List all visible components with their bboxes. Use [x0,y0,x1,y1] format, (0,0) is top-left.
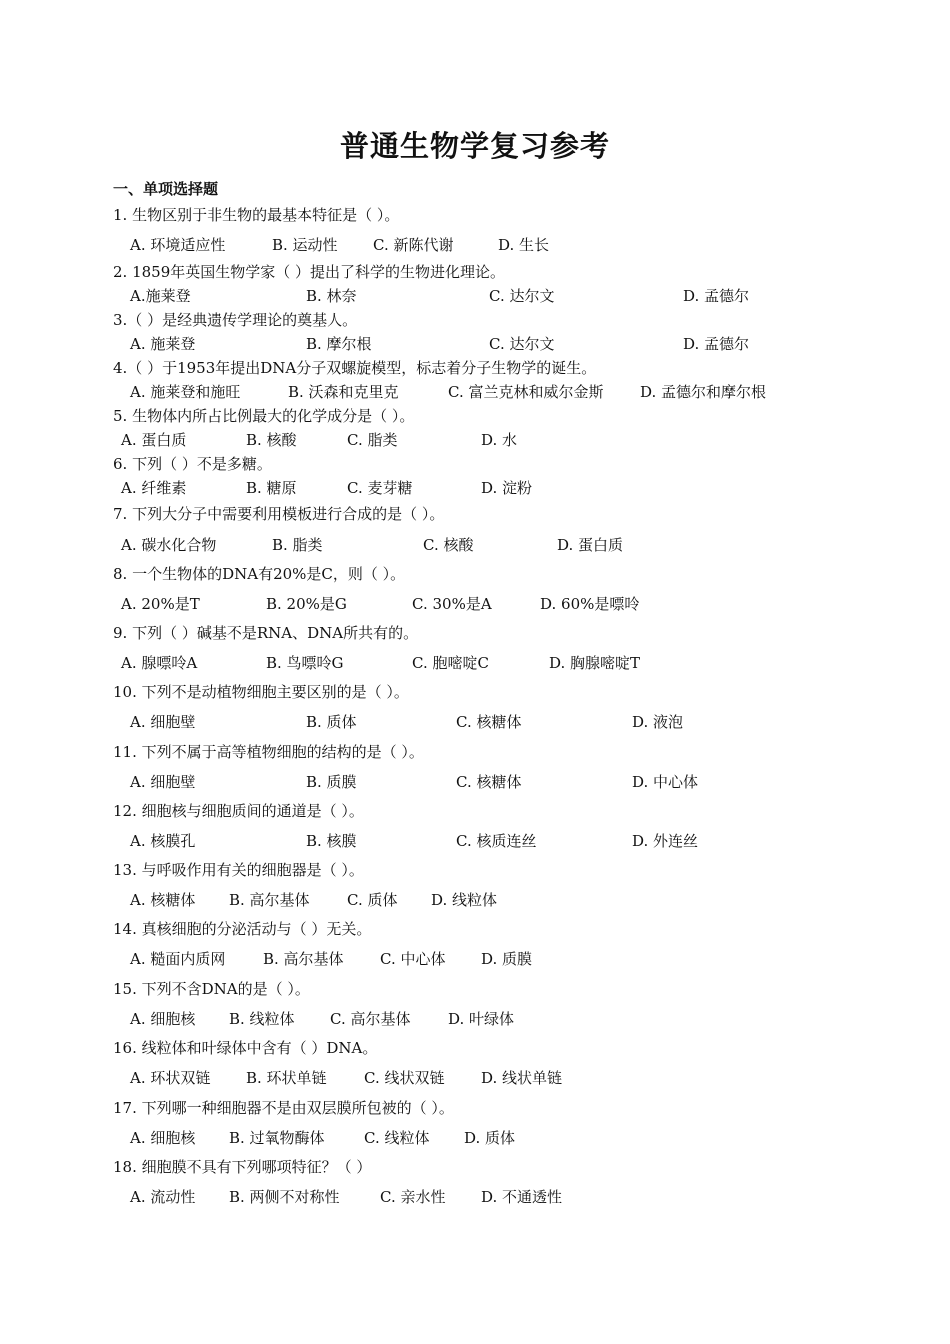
question-3-text: 3.（ ）是经典遗传学理论的奠基人。 [113,311,358,329]
question-6-option-d: D. 淀粉 [481,479,533,497]
question-2-option-d: D. 孟德尔 [683,287,750,305]
question-13-option-b: B. 高尔基体 [229,891,310,909]
question-2-option-c: C. 达尔文 [489,287,555,305]
question-15-text: 15. 下列不含DNA的是（ ）。 [113,980,310,998]
question-7-option-a: A. 碳水化合物 [121,536,217,554]
question-10-option-b: B. 质体 [306,713,357,731]
question-14-option-c: C. 中心体 [380,950,446,968]
question-10-option-c: C. 核糖体 [456,713,522,731]
question-7-option-c: C. 核酸 [423,536,474,554]
question-9-option-b: B. 鸟嘌呤G [266,654,344,672]
question-4-option-a: A. 施莱登和施旺 [130,383,241,401]
question-13-option-c: C. 质体 [347,891,398,909]
question-9-option-d: D. 胸腺嘧啶T [549,654,641,672]
question-2-text: 2. 1859年英国生物学家（ ）提出了科学的生物进化理论。 [113,263,506,281]
document-title: 普通生物学复习参考 [339,129,610,163]
question-1-option-b: B. 运动性 [272,236,338,254]
question-4-text: 4.（ ）于1953年提出DNA分子双螺旋模型，标志着分子生物学的诞生。 [113,359,597,377]
question-6-option-c: C. 麦芽糖 [347,479,413,497]
question-9-text: 9. 下列（ ）碱基不是RNA、DNA所共有的。 [113,624,419,642]
question-7-option-b: B. 脂类 [272,536,323,554]
question-5-option-b: B. 核酸 [246,431,297,449]
question-14-option-d: D. 质膜 [481,950,533,968]
question-3-option-d: D. 孟德尔 [683,335,750,353]
question-5-option-d: D. 水 [481,431,518,449]
question-6-option-b: B. 糖原 [246,479,297,497]
question-18-text: 18. 细胞膜不具有下列哪项特征？（ ） [113,1158,372,1176]
question-14-text: 14. 真核细胞的分泌活动与（ ）无关。 [113,920,372,938]
question-11-option-c: C. 核糖体 [456,773,522,791]
question-14-option-b: B. 高尔基体 [263,950,344,968]
question-3-option-a: A. 施莱登 [130,335,196,353]
question-13-option-a: A. 核糖体 [130,891,196,909]
question-4-option-c: C. 富兰克林和威尔金斯 [448,383,604,401]
question-10-option-d: D. 液泡 [632,713,684,731]
question-18-option-c: C. 亲水性 [380,1188,446,1206]
question-5-text: 5. 生物体内所占比例最大的化学成分是（ ）。 [113,407,415,425]
question-11-option-d: D. 中心体 [632,773,699,791]
question-17-option-d: D. 质体 [464,1129,516,1147]
question-6-option-a: A. 纤维素 [121,479,187,497]
question-1-text: 1. 生物区别于非生物的最基本特征是（ ）。 [113,206,400,224]
question-18-option-d: D. 不通透性 [481,1188,563,1206]
question-7-text: 7. 下列大分子中需要利用模板进行合成的是（ ）。 [113,505,445,523]
question-16-option-c: C. 线状双链 [364,1069,445,1087]
question-12-option-b: B. 核膜 [306,832,357,850]
question-13-text: 13. 与呼吸作用有关的细胞器是（ ）。 [113,861,364,879]
question-17-option-c: C. 线粒体 [364,1129,430,1147]
question-17-option-a: A. 细胞核 [130,1129,196,1147]
question-10-option-a: A. 细胞壁 [130,713,196,731]
question-4-option-b: B. 沃森和克里克 [288,383,399,401]
question-16-option-d: D. 线状单链 [481,1069,563,1087]
question-5-option-c: C. 脂类 [347,431,398,449]
question-15-option-b: B. 线粒体 [229,1010,295,1028]
question-16-text: 16. 线粒体和叶绿体中含有（ ）DNA。 [113,1039,378,1057]
question-1-option-c: C. 新陈代谢 [373,236,454,254]
question-8-text: 8. 一个生物体的DNA有20%是C，则（ ）。 [113,565,406,583]
question-17-option-b: B. 过氧物酶体 [229,1129,325,1147]
question-15-option-c: C. 高尔基体 [330,1010,411,1028]
question-8-option-a: A. 20%是T [121,595,200,613]
question-12-option-a: A. 核膜孔 [130,832,196,850]
question-4-option-d: D. 孟德尔和摩尔根 [640,383,767,401]
question-9-option-a: A. 腺嘌呤A [121,654,198,672]
question-1-option-d: D. 生长 [498,236,550,254]
question-13-option-d: D. 线粒体 [431,891,498,909]
question-16-option-a: A. 环状双链 [130,1069,211,1087]
question-3-option-b: B. 摩尔根 [306,335,372,353]
question-5-option-a: A. 蛋白质 [121,431,187,449]
question-12-option-d: D. 外连丝 [632,832,699,850]
question-18-option-a: A. 流动性 [130,1188,196,1206]
question-9-option-c: C. 胞嘧啶C [412,654,489,672]
question-2-option-b: B. 林奈 [306,287,357,305]
question-18-option-b: B. 两侧不对称性 [229,1188,340,1206]
question-16-option-b: B. 环状单链 [246,1069,327,1087]
question-15-option-d: D. 叶绿体 [448,1010,515,1028]
question-17-text: 17. 下列哪一种细胞器不是由双层膜所包被的（ ）。 [113,1099,454,1117]
question-15-option-a: A. 细胞核 [130,1010,196,1028]
question-11-option-a: A. 细胞壁 [130,773,196,791]
question-8-option-d: D. 60%是嘌呤 [540,595,640,613]
question-2-option-a: A.施莱登 [130,287,191,305]
question-3-option-c: C. 达尔文 [489,335,555,353]
question-8-option-b: B. 20%是G [266,595,347,613]
question-8-option-c: C. 30%是A [412,595,492,613]
question-14-option-a: A. 糙面内质网 [130,950,226,968]
question-11-option-b: B. 质膜 [306,773,357,791]
question-7-option-d: D. 蛋白质 [557,536,624,554]
section-heading: 一、单项选择题 [113,180,219,198]
question-12-option-c: C. 核质连丝 [456,832,537,850]
question-10-text: 10. 下列不是动植物细胞主要区别的是（ ）。 [113,683,409,701]
question-11-text: 11. 下列不属于高等植物细胞的结构的是（ ）。 [113,743,424,761]
question-12-text: 12. 细胞核与细胞质间的通道是（ ）。 [113,802,364,820]
question-6-text: 6. 下列（ ）不是多糖。 [113,455,272,473]
question-1-option-a: A. 环境适应性 [130,236,226,254]
